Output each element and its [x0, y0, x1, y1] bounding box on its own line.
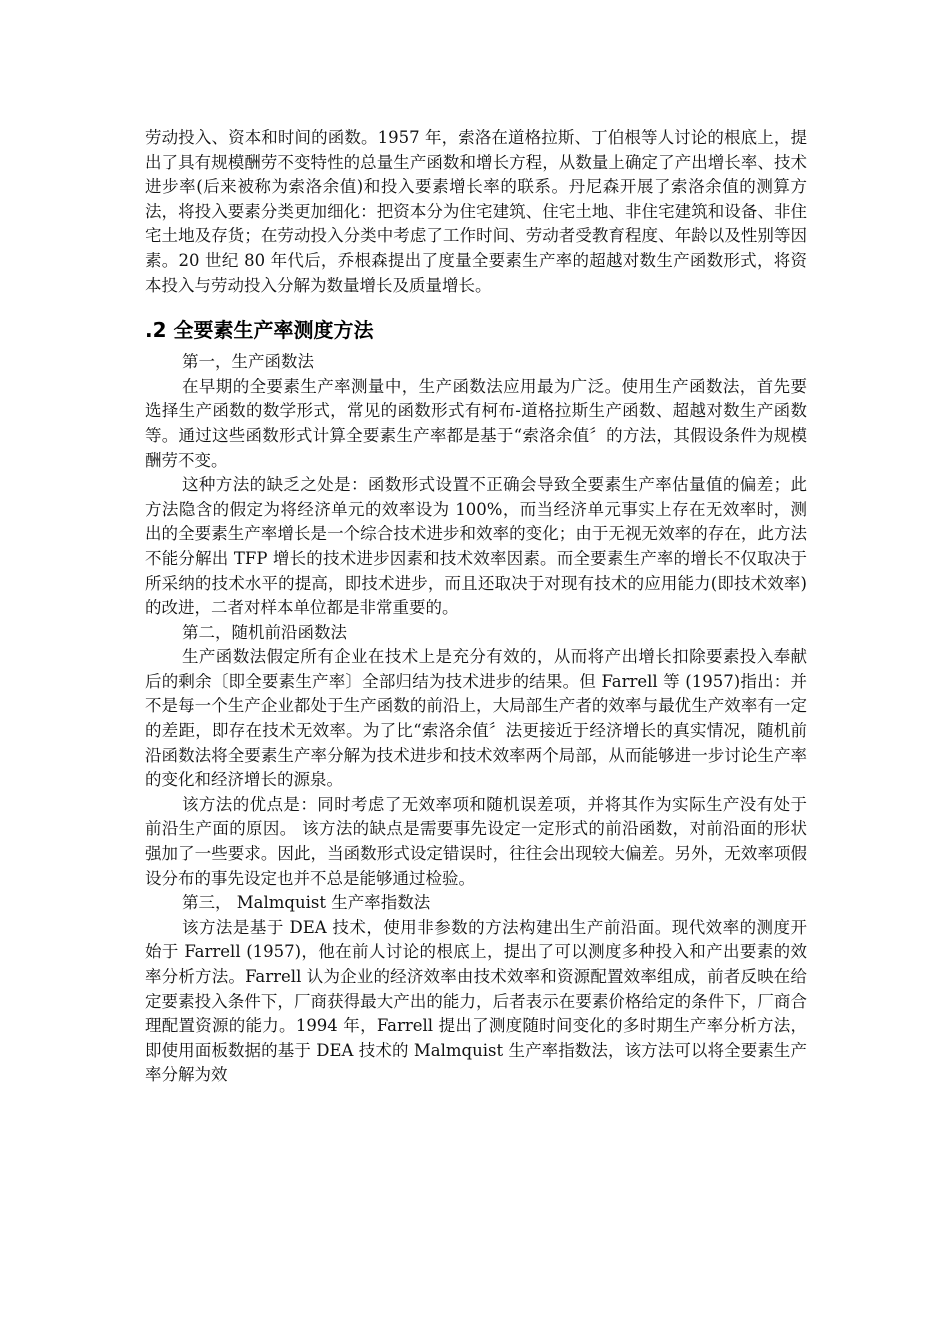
intro-paragraph: 劳动投入、资本和时间的函数。1957 年，索洛在道格拉斯、丁伯根等人讨论的根底上，提出了具有规模酬劳不变特性的总量生产函数和增长方程，从数量上确定了产出增长率、技术进步率(后来被称为索洛余值)和投入要素增长率的联系。丹尼森开展了索洛余值的测算方法，将投入要素分类更加细化：把资本分为住宅建筑、住宅土地、非住宅建筑和设备、非住宅土地及存货；在劳动投入分类中考虑了工作时间、劳动者受教育程度、年龄以及性别等因素。20 世纪 80 年代后，乔根森提出了度量全要素生产率的超越对数生产函数形式，将资本投入与劳动投入分解为数量增长及质量增长。: [145, 128, 807, 295]
section-heading: .2 全要素生产率测度方法: [145, 318, 374, 343]
method2-title: 第二，随机前沿函数法: [182, 622, 347, 642]
method3-paragraph-1: 该方法是基于 DEA 技术，使用非参数的方法构建出生产前沿面。现代效率的测度开始于 Farrell (1957)，他在前人讨论的根底上，提出了可以测度多种投入和产出要素的效率分析方法。Farrell 认为企业的经济效率由技术效率和资源配置效率组成，前者反映在给定要素投入条件下，厂商获得最大产出的能力，后者表示在要素价格给定的条件下，厂商合理配置资源的能力。1994 年，Farrell 提出了测度随时间变化的多时期生产率分析方法，即使用面板数据的基于 DEA 技术的 Malmquist 生产率指数法，该方法可以将全要素生产率分解为效: [145, 917, 807, 1085]
method1-paragraph-2: 这种方法的缺乏之处是：函数形式设置不正确会导致全要素生产率估量值的偏差；此方法隐含的假定为将经济单元的效率设为 100%，而当经济单元事实上存在无效率时，测出的全要素生产率增长是一个综合技术进步和效率的变化；由于无视无效率的存在，此方法不能分解出 TFP 增长的技术进步因素和技术效率因素。而全要素生产率的增长不仅取决于所采纳的技术水平的提高，即技术进步，而且还取决于对现有技术的应用能力(即技术效率)的改进，二者对样本单位都是非常重要的。: [145, 475, 807, 618]
method3-title: 第三， Malmquist 生产率指数法: [182, 893, 431, 913]
method2-paragraph-1: 生产函数法假定所有企业在技术上是充分有效的，从而将产出增长扣除要素投入奉献后的剩余〔即全要素生产率〕全部归结为技术进步的结果。但 Farrell 等 (1957)指出：并不是每一个生产企业都处于生产函数的前沿上，大局部生产者的效率与最优生产效率有一定的差距，即存在技术无效率。为了比“索洛余值〞法更接近于经济增长的真实情况，随机前沿函数法将全要素生产率分解为技术进步和技术效率两个局部，从而能够进一步讨论生产率的变化和经济增长的源泉。: [145, 647, 807, 790]
method2-paragraph-2: 该方法的优点是：同时考虑了无效率项和随机误差项，并将其作为实际生产没有处于前沿生产面的原因。 该方法的缺点是需要事先设定一定形式的前沿函数，对前沿面的形状强加了一些要求。因此，当函数形式设定错误时，往往会出现较大偏差。另外，无效率项假设分布的事先设定也并不总是能够通过检验。: [145, 794, 807, 888]
method1-paragraph-1: 在早期的全要素生产率测量中，生产函数法应用最为广泛。使用生产函数法，首先要选择生产函数的数学形式，常见的函数形式有柯布-道格拉斯生产函数、超越对数生产函数等。通过这些函数形式计算全要素生产率都是基于“索洛余值〞的方法，其假设条件为规模酬劳不变。: [145, 376, 807, 470]
document-body: [145, 126, 807, 1088]
method1-title: 第一，生产函数法: [182, 352, 314, 372]
